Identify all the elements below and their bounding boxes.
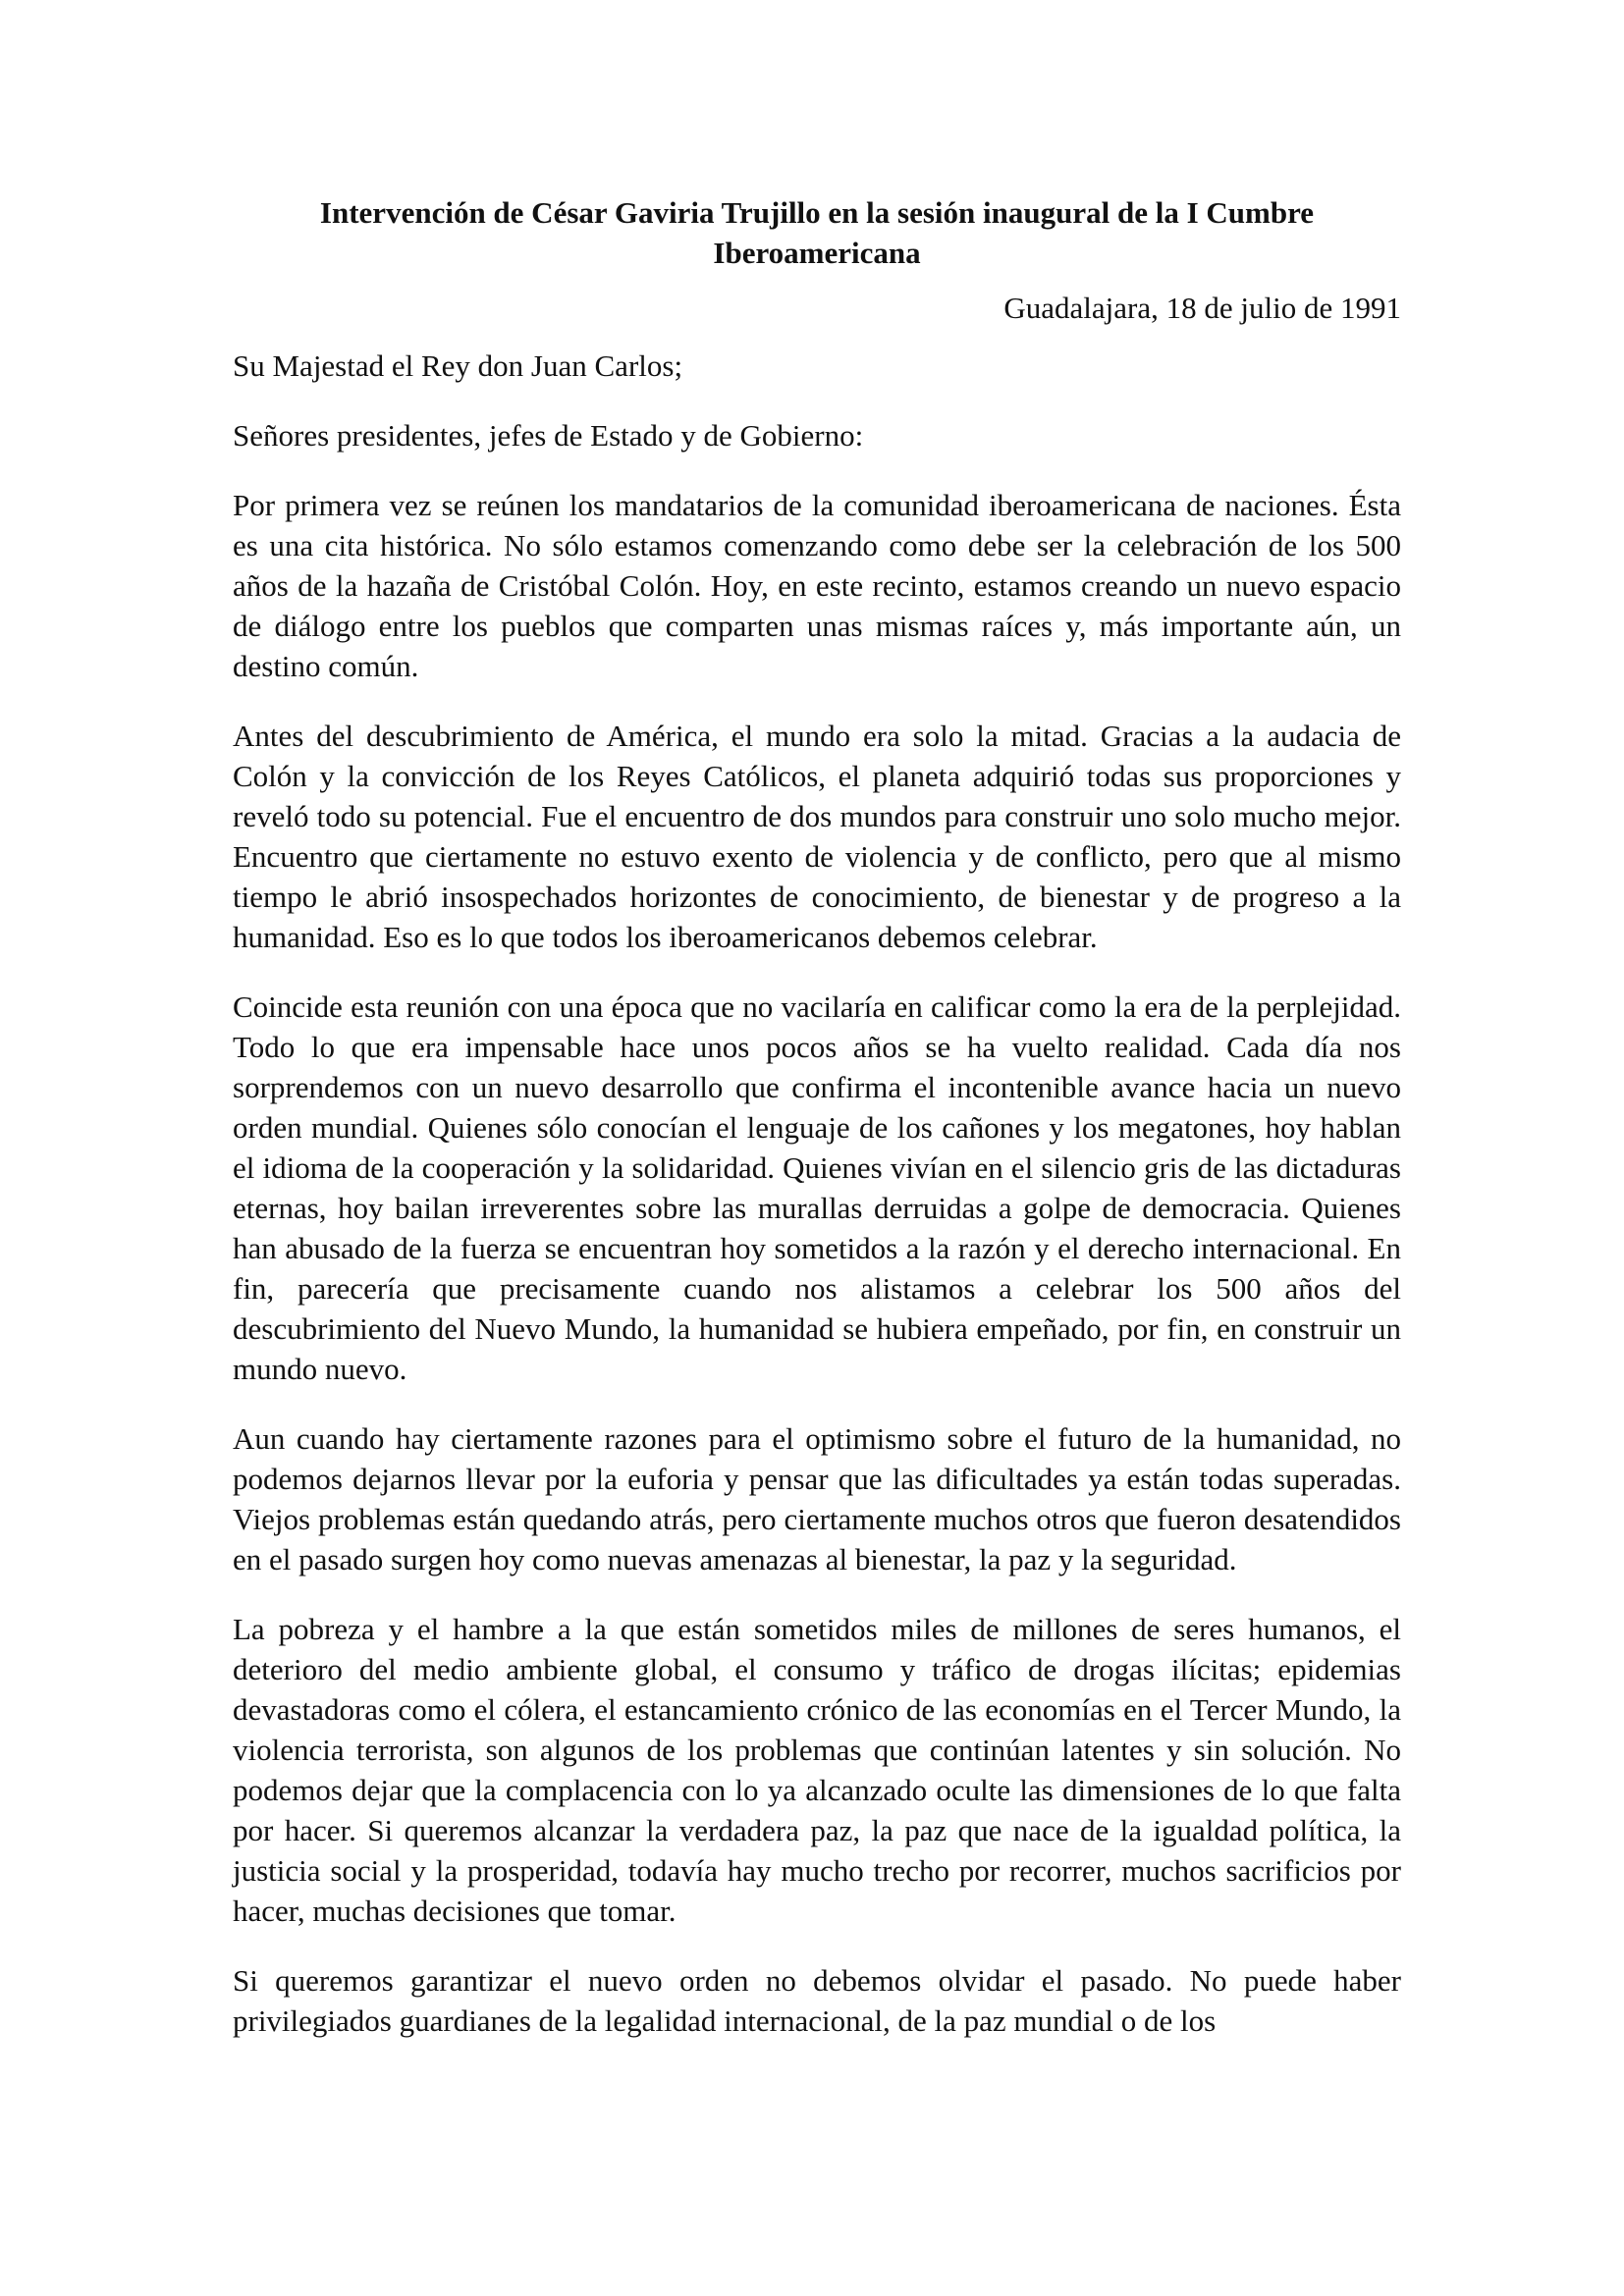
paragraph-3: Coincide esta reunión con una época que no vacilaría en calificar como la era de la perplejidad. Todo lo que era impensable hace unos pocos años se ha vuelto realidad. Cada día nos sorprendemos con un nuevo desarrollo que confirma el incontenible avance hacia un nuevo orden mundial. Quienes sólo conocían el lenguaje de los cañones y los megatones, hoy hablan el idioma de la cooperación y la solidaridad. Quienes vivían en el silencio gris de las dictaduras eternas, hoy bailan irreverentes sobre las murallas derruidas a golpe de democracia. Quienes han abusado de la fuerza se encuentran hoy sometidos a la razón y el derecho internacional. En fin, parecería que precisamente cuando nos alistamos a celebrar los 500 años del descubrimiento del Nuevo Mundo, la humanidad se hubiera empeñado, por fin, en construir un mundo nuevo. <box>233 989 1401 1386</box>
paragraph-1: Por primera vez se reúnen los mandatarios de la comunidad iberoamericana de naciones. Ésta es una cita histórica. No sólo estamos comenzando como debe ser la celebración de los 500 años de la hazaña de Cristóbal Colón. Hoy, en este recinto, estamos creando un nuevo espacio de diálogo entre los pueblos que comparten unas mismas raíces y, más importante aún, un destino común. <box>233 488 1401 683</box>
salutation-presidents: Señores presidentes, jefes de Estado y de Gobierno: <box>233 418 864 453</box>
paragraph-6: Si queremos garantizar el nuevo orden no debemos olvidar el pasado. No puede haber privilegiados guardianes de la legalidad internacional, de la paz mundial o de los <box>233 1963 1401 2038</box>
paragraph-2: Antes del descubrimiento de América, el mundo era solo la mitad. Gracias a la audacia de Colón y la convicción de los Reyes Católicos, el planeta adquirió todas sus proporciones y reveló todo su potencial. Fue el encuentro de dos mundos para construir uno solo mucho mejor. Encuentro que ciertamente no estuvo exento de violencia y de conflicto, pero que al mismo tiempo le abrió insospechados horizontes de conocimiento, de bienestar y de progreso a la humanidad. Eso es lo que todos los iberoamericanos debemos celebrar. <box>233 719 1401 954</box>
paragraph-5: La pobreza y el hambre a la que están sometidos miles de millones de seres humanos, el deterioro del medio ambiente global, el consumo y tráfico de drogas ilícitas; epidemias devastadoras como el cólera, el estancamiento crónico de las economías en el Tercer Mundo, la violencia terrorista, son algunos de los problemas que continúan latentes y sin solución. No podemos dejar que la complacencia con lo ya alcanzado oculte las dimensiones de lo que falta por hacer. Si queremos alcanzar la verdadera paz, la paz que nace de la igualdad política, la justicia social y la prosperidad, todavía hay mucho trecho por recorrer, muchos sacrificios por hacer, muchas decisiones que tomar. <box>233 1612 1401 1928</box>
dateline: Guadalajara, 18 de julio de 1991 <box>1003 291 1401 325</box>
document-page <box>233 192 1401 2041</box>
document-title: Intervención de César Gaviria Trujillo en la sesión inaugural de la I Cumbre Iberoamericana <box>319 195 1315 270</box>
paragraph-4: Aun cuando hay ciertamente razones para el optimismo sobre el futuro de la humanidad, no podemos dejarnos llevar por la euforia y pensar que las dificultades ya están todas superadas. Viejos problemas están quedando atrás, pero ciertamente muchos otros que fueron desatendidos en el pasado surgen hoy como nuevas amenazas al bienestar, la paz y la seguridad. <box>233 1421 1401 1576</box>
salutation-king: Su Majestad el Rey don Juan Carlos; <box>233 348 683 383</box>
